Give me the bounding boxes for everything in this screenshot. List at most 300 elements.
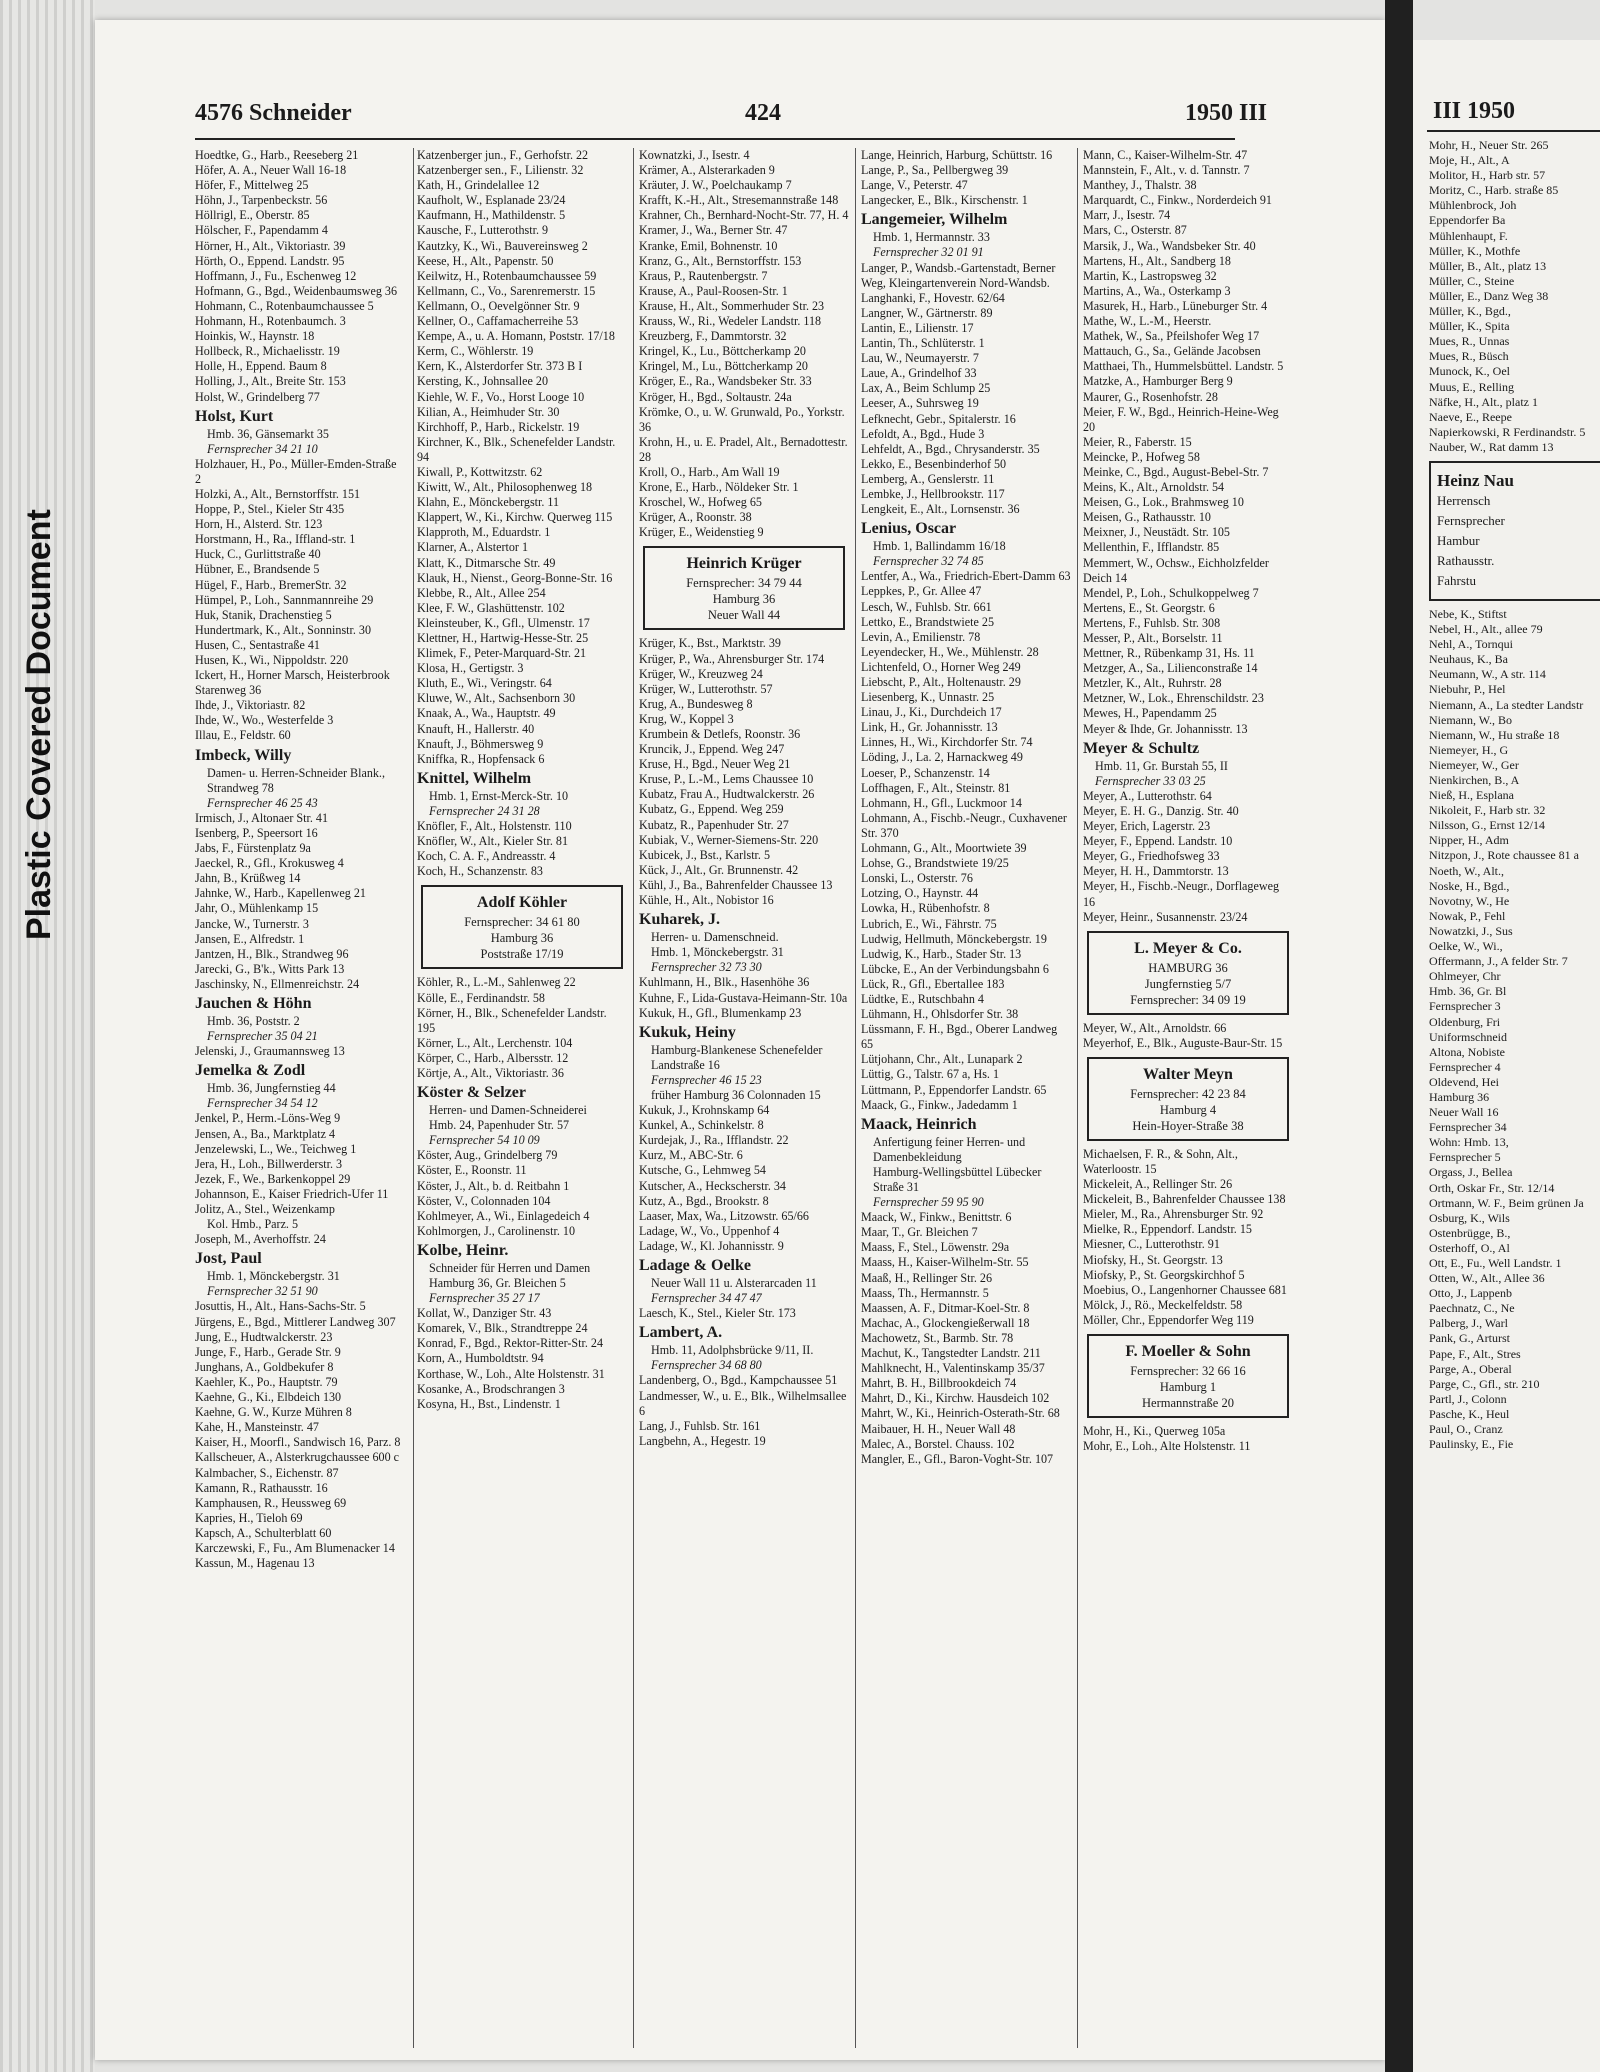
listing-entry: Fernsprecher 34 54 12 [207, 1096, 318, 1111]
listing-entry: Köster, V., Colonnaden 104 [417, 1193, 551, 1208]
listing-entry: Klimek, F., Peter-Marquard-Str. 21 [417, 646, 587, 661]
listing-entry: Kubatz, G., Eppend. Weg 259 [639, 802, 784, 817]
facing-entry: Orth, Oskar Fr., Str. 12/14 [1429, 1180, 1555, 1195]
facing-entry: Nienkirchen, B., A [1429, 773, 1520, 787]
advert-box [643, 546, 845, 630]
facing-entry: Oldevend, Hei [1429, 1074, 1499, 1089]
listing-entry: Langhanki, F., Hovestr. 62/64 [861, 290, 1005, 305]
facing-entry: Moritz, C., Harb. straße 85 [1429, 183, 1559, 198]
listing-entry: Karczewski, F., Fu., Am Blumenacker 14 [195, 1540, 395, 1555]
listing-entry: Langner, W., Gärtnerstr. 89 [861, 305, 993, 320]
listing-entry: Klarner, A., Alstertor 1 [417, 540, 529, 555]
advert-name: Adolf Köhler [476, 894, 568, 912]
listing-entry: Meyer, H. H., Dammtorstr. 13 [1083, 864, 1229, 879]
listing-entry: Möller, Chr., Eppendorfer Weg 119 [1083, 1312, 1254, 1327]
listing-entry: Höllrigl, E., Oberstr. 85 [195, 208, 310, 223]
listing-entry: Maass, Th., Hermannstr. 5 [861, 1285, 989, 1300]
listing-entry: Maass, H., Kaiser-Wilhelm-Str. 55 [861, 1255, 1029, 1270]
listing-entry: Mahrt, B. H., Billbrookdeich 74 [861, 1376, 1017, 1391]
facing-entry: Nowatzki, J., Sus [1429, 923, 1513, 938]
facing-entry: Oldenburg, Fri [1429, 1014, 1501, 1029]
listing-entry: Fernsprecher 34 68 80 [651, 1358, 762, 1373]
listing-entry: Lück, R., Gfl., Ebertallee 183 [861, 976, 1005, 991]
facing-entry: Muus, E., Relling [1429, 379, 1515, 394]
advert-box [421, 885, 623, 969]
column-divider [633, 148, 634, 2048]
listing-entry: Loeser, P., Schanzenstr. 14 [861, 765, 990, 780]
listing-entry: Hoinkis, W., Haynstr. 18 [195, 329, 315, 344]
facing-entry: Hamburg 36 [1429, 1089, 1490, 1104]
listing-entry: Mellenthin, F., Ifflandstr. 85 [1083, 540, 1220, 555]
listing-entry: Kreuzberg, F., Dammtorstr. 32 [639, 329, 787, 344]
listing-entry: Fernsprecher 34 47 47 [651, 1291, 762, 1306]
facing-page-rule [1427, 130, 1600, 132]
listing-entry: Kempe, A., u. A. Homann, Poststr. 17/18 [417, 329, 615, 344]
listing-entry: Hohmann, C., Rotenbaumchaussee 5 [195, 298, 374, 313]
listing-entry: Meyer, E. H. G., Danzig. Str. 40 [1083, 803, 1239, 818]
facing-entry: Nauber, W., Rat damm 13 [1429, 439, 1554, 454]
listing-entry: Maaß, H., Rellinger Str. 26 [861, 1270, 992, 1285]
listing-entry: Landenberg, O., Bgd., Kampchaussee 51 [639, 1373, 838, 1388]
facing-entry: Mühlenhaupt, F. [1429, 228, 1508, 243]
listing-entry: Laesch, K., Stel., Kieler Str. 173 [639, 1306, 796, 1321]
facing-entry: Pape, F., Alt., Stres [1429, 1346, 1521, 1361]
listing-entry: Kerm, C., Wöhlerstr. 19 [417, 344, 534, 359]
listing-heading: Langemeier, Wilhelm [861, 211, 1008, 229]
listing-entry: Jansen, E., Alfredstr. 1 [195, 931, 305, 946]
listing-entry: Körner, L., Alt., Lerchenstr. 104 [417, 1035, 573, 1050]
facing-entry: Mues, R., Unnas [1429, 334, 1510, 349]
listing-heading: Jost, Paul [195, 1250, 262, 1268]
facing-entry: Näfke, H., Alt., platz 1 [1429, 394, 1538, 409]
facing-entry: Paul, O., Cranz [1429, 1422, 1503, 1437]
listing-entry: Kuhlmann, H., Blk., Hasenhöhe 36 [639, 975, 810, 990]
listing-entry: Kohlmorgen, J., Carolinenstr. 10 [417, 1223, 575, 1238]
listing-entry: Maar, T., Gr. Bleichen 7 [861, 1225, 978, 1240]
listing-entry: Kutz, A., Bgd., Brookstr. 8 [639, 1193, 769, 1208]
listing-entry: Huk, Stanik, Drachenstieg 5 [195, 607, 332, 622]
listing-entry: Kellner, O., Caffamacherreihe 53 [417, 314, 579, 329]
facing-entry: Mühlenbrock, Joh [1429, 198, 1517, 213]
advert-box [1087, 931, 1289, 1015]
listing-entry: Krohn, H., u. E. Pradel, Alt., Bernadottestr. 28 [639, 434, 848, 464]
listing-heading: Lenius, Oscar [861, 520, 957, 538]
facing-page-header: III 1950 [1433, 98, 1516, 124]
listing-entry: Hofmann, G., Bgd., Weidenbaumsweg 36 [195, 283, 398, 298]
listing-entry: Lehfeldt, A., Bgd., Chrysanderstr. 35 [861, 441, 1040, 456]
facing-entry: Noeth, W., Alt., [1429, 863, 1505, 878]
listing-entry: Krause, H., Alt., Sommerhuder Str. 23 [639, 298, 825, 313]
listing-entry: Kilian, A., Heimhuder Str. 30 [417, 404, 560, 419]
listing-entry: Herren- und Damen-Schneiderei [429, 1103, 587, 1118]
facing-entry: Fernsprecher 5 [1429, 1150, 1501, 1165]
side-label: Plastic Covered Document [20, 509, 58, 940]
facing-entry: Hmb. 36, Gr. Bl [1429, 984, 1507, 999]
facing-entry: Orgass, J., Bellea [1429, 1165, 1513, 1180]
facing-entry: Naeve, E., Reepe [1429, 409, 1512, 424]
listing-entry: Hoffmann, J., Fu., Eschenweg 12 [195, 268, 357, 283]
facing-entry: Müller, B., Alt., platz 13 [1429, 258, 1547, 273]
listing-entry: Kirchhoff, P., Harb., Rickelstr. 19 [417, 419, 580, 434]
listing-entry: Kroll, O., Harb., Am Wall 19 [639, 464, 780, 479]
listing-entry: Mielke, R., Eppendorf. Landstr. 15 [1083, 1222, 1252, 1237]
listing-entry: Kubiak, V., Werner-Siemens-Str. 220 [639, 832, 819, 847]
listing-entry: Levin, A., Emilienstr. 78 [861, 629, 981, 644]
facing-entry: Novotny, W., He [1429, 893, 1510, 908]
listing-entry: Lüdtke, E., Rutschbahn 4 [861, 991, 984, 1006]
column-5 [1083, 148, 1293, 1454]
listing-entry: Mahrt, D., Ki., Kirchw. Hausdeich 102 [861, 1391, 1050, 1406]
listing-entry: Konrad, F., Bgd., Rektor-Ritter-Str. 24 [417, 1336, 603, 1351]
listing-entry: Liebscht, P., Alt., Holtenaustr. 29 [861, 675, 1021, 689]
listing-entry: Jahnke, W., Harb., Kapellenweg 21 [195, 886, 366, 901]
listing-heading: Kuharek, J. [639, 911, 721, 929]
listing-entry: Messer, P., Alt., Borselstr. 11 [1083, 631, 1223, 645]
listing-entry: Klee, F. W., Glashüttenstr. 102 [417, 600, 565, 615]
facing-advert-name: Heinz Nau [1437, 470, 1514, 490]
facing-entries-bottom [1429, 607, 1600, 1452]
listing-entry: Meisen, G., Lok., Brahmsweg 10 [1083, 495, 1244, 510]
listing-entry: Mathek, W., Sa., Pfeilshofer Weg 17 [1083, 329, 1260, 344]
listing-entry: Höfer, F., Mittelweg 25 [195, 178, 309, 193]
listing-entry: Kaiser, H., Moorfl., Sandwisch 16, Parz. 8 [195, 1435, 401, 1450]
listing-entry: Laue, A., Grindelhof 33 [861, 366, 977, 381]
listing-entry: Mohr, H., Ki., Querweg 105a [1083, 1424, 1226, 1438]
listing-entry: Knauft, J., Böhmersweg 9 [417, 736, 544, 751]
listing-entry: Körper, C., Harb., Albersstr. 12 [417, 1050, 569, 1065]
listing-entry: Fernsprecher 46 15 23 [651, 1072, 762, 1087]
advert-line: Fernsprecher: 34 61 80 [464, 915, 580, 930]
listing-entry: Kollat, W., Danziger Str. 43 [417, 1306, 552, 1321]
listing-entry: Kutsche, G., Lehmweg 54 [639, 1163, 766, 1178]
listing-entry: Lütjohann, Chr., Alt., Lunapark 2 [861, 1052, 1023, 1067]
facing-entry: Niemann, W., Bo [1429, 712, 1512, 727]
listing-entry: Fernsprecher 32 01 91 [873, 245, 984, 260]
listing-entry: Lubrich, E., Wi., Fährstr. 75 [861, 916, 997, 931]
listing-entry: Horn, H., Alsterd. Str. 123 [195, 517, 323, 532]
listing-entry: Lemberg, A., Genslerstr. 11 [861, 471, 995, 486]
listing-entry: Lüttmann, P., Eppendorfer Landstr. 65 [861, 1082, 1047, 1097]
listing-entry: Jahn, B., Krüßweg 14 [195, 871, 301, 886]
listing-entry: Koch, C. A. F., Andreasstr. 4 [417, 849, 556, 864]
facing-entry: Mohr, H., Neuer Str. 265 [1429, 138, 1549, 152]
listing-entry: Krömke, O., u. W. Grunwald, Po., Yorkstr. 36 [639, 404, 845, 434]
facing-entry: Nebel, H., Alt., allee 79 [1429, 622, 1543, 637]
listing-entry: Kruncik, J., Eppend. Weg 247 [639, 742, 785, 757]
listing-entry: Jaschinsky, N., Ellmenreichstr. 24 [195, 976, 360, 991]
listing-entry: Klosa, H., Gertigstr. 3 [417, 661, 524, 676]
listing-entry: Ludwig, K., Harb., Stader Str. 13 [861, 946, 1022, 961]
facing-entry: Altona, Nobiste [1429, 1044, 1505, 1059]
advert-name: Heinrich Krüger [686, 555, 802, 573]
listing-entry: Ihde, J., Viktoriastr. 82 [195, 698, 306, 713]
listing-entry: Maack, G., Finkw., Jadedamm 1 [861, 1097, 1018, 1112]
listing-entry: Kahe, H., Mansteinstr. 47 [195, 1420, 319, 1435]
listing-entry: Jantzen, H., Blk., Strandweg 96 [195, 946, 349, 961]
listing-entry: Kath, H., Grindelallee 12 [417, 178, 540, 193]
listing-entry: Metzler, K., Alt., Ruhrstr. 28 [1083, 676, 1222, 691]
listing-entry: Hamburg 36, Gr. Bleichen 5 [429, 1276, 566, 1290]
advert-line: Jungfernstieg 5/7 [1144, 976, 1232, 991]
advert-line: Hein-Hoyer-Straße 38 [1132, 1118, 1244, 1133]
listing-entry: Lowka, H., Rübenhofstr. 8 [861, 901, 990, 916]
listing-entry: Löding, J., La. 2, Harnackweg 49 [861, 750, 1023, 765]
facing-entry: Ohlmeyer, Chr [1429, 969, 1501, 984]
listing-entry: Kröger, E., Ra., Wandsbeker Str. 33 [639, 374, 812, 389]
listing-entry: Krüger, W., Lutterothstr. 57 [639, 681, 773, 696]
listing-entry: Hundertmark, K., Alt., Sonninstr. 30 [195, 622, 372, 637]
listing-entry: Keilwitz, H., Rotenbaumchaussee 59 [417, 268, 597, 283]
listing-entry: Kapries, H., Tieloh 69 [195, 1510, 303, 1525]
listing-entry: Krug, W., Koppel 3 [639, 711, 734, 726]
listing-entry: Köster, J., Alt., b. d. Reitbahn 1 [417, 1178, 570, 1193]
listing-entry: Damen- u. Herren-Schneider Blank., Strandweg 78 [207, 765, 385, 795]
listing-entry: Kutscher, A., Heckscherstr. 34 [639, 1178, 786, 1193]
listing-heading: Knittel, Wilhelm [417, 769, 532, 787]
listing-entry: Lekko, E., Besenbinderhof 50 [861, 456, 1007, 471]
listing-entry: Mickeleit, A., Rellinger Str. 26 [1083, 1177, 1233, 1192]
listing-entry: Hmb. 1, Hermannstr. 33 [873, 230, 990, 245]
facing-entry: Nieß, H., Esplana [1429, 788, 1514, 803]
column-divider [413, 148, 414, 2048]
listing-entry: Mangler, E., Gfl., Baron-Voght-Str. 107 [861, 1451, 1054, 1466]
listing-entry: Klauk, H., Nienst., Georg-Bonne-Str. 16 [417, 570, 613, 585]
facing-entry: Ostenbrügge, B., [1429, 1225, 1511, 1240]
listing-entry: Husen, K., Wi., Nippoldstr. 220 [195, 653, 349, 667]
listing-entry: Kiwitt, W., Alt., Philosophenweg 18 [417, 480, 593, 495]
listing-entry: Jürgens, E., Bgd., Mittlerer Landweg 307 [195, 1314, 396, 1329]
listing-entry: Lantin, E., Lilienstr. 17 [861, 320, 974, 335]
facing-entry: Paechnatz, C., Ne [1429, 1301, 1515, 1316]
advert-line: HAMBURG 36 [1148, 960, 1228, 975]
listing-entry: Martin, K., Lastropsweg 32 [1083, 268, 1217, 283]
listing-entry: Jaeckel, R., Gfl., Krokusweg 4 [195, 856, 344, 871]
header-rule [195, 138, 1235, 140]
listing-entry: Kownatzki, J., Isestr. 4 [639, 148, 750, 162]
listing-entry: Jolitz, A., Stel., Weizenkamp [195, 1202, 335, 1216]
listing-entry: Huck, C., Gurlittstraße 40 [195, 547, 321, 562]
facing-entry: Molitor, H., Harb str. 57 [1429, 168, 1546, 183]
listing-entry: Junghans, A., Goldbekufer 8 [195, 1359, 334, 1374]
facing-entry: Fernsprecher 34 [1429, 1120, 1507, 1135]
listing-heading: Kolbe, Heinr. [417, 1241, 509, 1259]
listing-entry: Kluth, E., Wi., Veringstr. 64 [417, 676, 552, 691]
listing-heading: Kukuk, Heiny [639, 1023, 736, 1041]
listing-entry: Mertens, F., Fuhlsb. Str. 308 [1083, 615, 1221, 630]
listing-entry: Höhn, J., Tarpenbeckstr. 56 [195, 193, 328, 208]
listing-heading: Jauchen & Höhn [195, 994, 312, 1012]
listing-entry: Fernsprecher 46 25 43 [207, 795, 318, 810]
listing-entry: Meyer, G., Friedhofsweg 33 [1083, 849, 1220, 864]
facing-entry: Müller, C., Steine [1429, 273, 1515, 288]
facing-entry: Osterhoff, O., Al [1429, 1240, 1510, 1255]
listing-entry: Kosyna, H., Bst., Lindenstr. 1 [417, 1396, 561, 1411]
listing-entry: Lefknecht, Gebr., Spitalerstr. 16 [861, 411, 1016, 426]
listing-entry: Fernsprecher 34 21 10 [207, 441, 318, 456]
listing-entry: Irmisch, J., Altonaer Str. 41 [195, 810, 329, 825]
facing-entry: Pank, G., Arturst [1429, 1331, 1510, 1346]
listing-entry: Linau, J., Ki., Durchdeich 17 [861, 705, 1002, 720]
listing-entry: Mahlknecht, H., Valentinskamp 35/37 [861, 1361, 1045, 1376]
facing-entry: Offermann, J., A felder Str. 7 [1429, 954, 1568, 969]
listing-entry: Matthaei, Th., Hummelsbüttel. Landstr. 5 [1083, 359, 1284, 374]
listing-entry: Holzhauer, H., Po., Müller-Emden-Straße 2 [195, 456, 397, 486]
advert-line: Fernsprecher: 42 23 84 [1130, 1086, 1246, 1101]
listing-entry: Hamburg-Wellingsbüttel Lübecker Straße 31 [873, 1164, 1042, 1194]
listing-entry: Marr, J., Isestr. 74 [1083, 208, 1171, 223]
listing-entry: Kaehne, G., Ki., Elbdeich 130 [195, 1390, 342, 1405]
listing-entry: Kellmann, C., Vo., Sarenremerstr. 15 [417, 283, 596, 298]
listing-entry: Neuer Wall 11 u. Alsterarcaden 11 [651, 1276, 817, 1290]
facing-entry: Müller, E., Danz Weg 38 [1429, 288, 1549, 303]
listing-entry: Katzenberger sen., F., Lilienstr. 32 [417, 163, 584, 178]
listing-entry: Kroschel, W., Hofweg 65 [639, 495, 762, 510]
listing-entry: Hmb. 1, Ernst-Merck-Str. 10 [429, 788, 569, 803]
listing-entry: Klebbe, R., Alt., Allee 254 [417, 585, 546, 600]
listing-entry: Hamburg-Blankenese Schenefelder Landstraße 16 [651, 1042, 823, 1072]
listing-entry: Martens, H., Alt., Sandberg 18 [1083, 253, 1231, 268]
column-1 [195, 148, 405, 1571]
listing-entry: Jezek, F., We., Barkenkoppel 29 [195, 1171, 351, 1186]
facing-advert-line: Rathausstr. [1437, 552, 1495, 568]
facing-advert-line: Fernsprecher [1437, 512, 1505, 528]
listing-entry: Hmb. 1, Mönckebergstr. 31 [207, 1269, 340, 1284]
facing-entries-top [1429, 138, 1600, 455]
listing-entry: Lohmann, H., Gfl., Luckmoor 14 [861, 795, 1022, 810]
advert-name: F. Moeller & Sohn [1125, 1343, 1251, 1360]
column-3 [639, 148, 849, 1449]
listing-entry: Kühle, H., Alt., Nobistor 16 [639, 893, 774, 908]
listing-entry: Holst, W., Grindelberg 77 [195, 389, 320, 404]
facing-entry: Pasche, K., Heul [1429, 1406, 1510, 1421]
listing-entry: Kol. Hmb., Parz. 5 [207, 1217, 299, 1232]
listing-entry: Lax, A., Beim Schlump 25 [861, 381, 991, 396]
listing-entry: Kurz, M., ABC-Str. 6 [639, 1148, 743, 1163]
listing-entry: Leppkes, P., Gr. Allee 47 [861, 584, 982, 599]
facing-entry: Nebe, K., Stiftst [1429, 606, 1507, 621]
listing-entry: Lentfer, A., Wa., Friedrich-Ebert-Damm 63 [861, 569, 1071, 584]
listing-entry: Miesner, C., Lutterothstr. 91 [1083, 1237, 1220, 1252]
listing-entry: Krämer, A., Alsterarkaden 9 [639, 163, 775, 178]
listing-entry: Hmb. 1, Ballindamm 16/18 [873, 539, 1006, 554]
listing-entry: Memmert, W., Ochsw., Eichholzfelder Deich 14 [1083, 555, 1269, 585]
listing-entry: Krüger, K., Bst., Marktstr. 39 [639, 636, 781, 651]
listing-entry: Lohse, G., Brandstwiete 19/25 [861, 856, 1009, 871]
listing-entry: Höfer, A. A., Neuer Wall 16-18 [195, 163, 347, 178]
facing-entry: Napierkowski, R Ferdinandstr. 5 [1429, 424, 1586, 439]
listing-entry: Jahr, O., Mühlenkamp 15 [195, 901, 319, 916]
listing-entry: Michaelsen, F. R., & Sohn, Alt., Waterloostr. 15 [1083, 1146, 1238, 1176]
listing-entry: Kramer, J., Wa., Berner Str. 47 [639, 223, 788, 238]
listing-entry: Kaufholt, W., Esplanade 23/24 [417, 193, 566, 208]
advert-line: Fernsprecher: 32 66 16 [1130, 1364, 1246, 1378]
listing-entry: Kuhne, F., Lida-Gustava-Heimann-Str. 10a [639, 990, 848, 1005]
listing-entry: Kruse, H., Bgd., Neuer Weg 21 [639, 757, 791, 772]
listing-entry: Katzenberger jun., F., Gerhofstr. 22 [417, 148, 589, 162]
facing-entry: Neuer Wall 16 [1429, 1105, 1499, 1120]
facing-page-column [1429, 138, 1600, 1452]
listing-entry: Schneider für Herren und Damen [429, 1260, 591, 1275]
listing-entry: Krafft, K.-H., Alt., Stresemannstraße 148 [639, 193, 839, 208]
listing-entry: Mölck, J., Rö., Meckelfeldstr. 58 [1083, 1297, 1243, 1312]
facing-entry: Otten, W., Alt., Allee 36 [1429, 1271, 1545, 1286]
listing-entry: Machac, A., Glockengießerwall 18 [861, 1315, 1030, 1330]
listing-entry: Kück, J., Alt., Gr. Brunnenstr. 42 [639, 862, 799, 877]
listing-entry: Meyer, Erich, Lagerstr. 23 [1083, 819, 1211, 834]
facing-entry: Müller, K., Mothfe [1429, 243, 1521, 258]
facing-entry: Fernsprecher 4 [1429, 1059, 1501, 1074]
listing-entry: Leeser, A., Suhrsweg 19 [861, 396, 979, 411]
listing-entry: Kringel, M., Lu., Böttcherkamp 20 [639, 359, 808, 374]
listing-entry: Krüger, W., Kreuzweg 24 [639, 666, 763, 681]
listing-entry: Mattauch, G., Sa., Gelände Jacobsen [1083, 344, 1261, 359]
facing-entry: Oelke, W., Wi., [1429, 939, 1503, 954]
facing-entry: Niemann, A., La stedter Landstr [1429, 697, 1584, 712]
listing-entry: Krüger, A., Roonstr. 38 [639, 510, 752, 525]
listing-entry: Meyer, H., Fischb.-Neugr., Dorflageweg 16 [1083, 879, 1279, 909]
listing-entry: Köster, E., Roonstr. 11 [417, 1163, 527, 1178]
listing-entry: Lüssmann, F. H., Bgd., Oberer Landweg 65 [861, 1022, 1058, 1052]
listing-entry: Jancke, W., Turnerstr. 3 [195, 916, 309, 931]
advert-line: Hamburg 36 [712, 592, 776, 607]
listing-entry: Meinke, C., Bgd., August-Bebel-Str. 7 [1083, 464, 1269, 479]
listing-entry: Hölscher, F., Papendamm 4 [195, 223, 328, 238]
listing-entry: Krüger, P., Wa., Ahrensburger Str. 174 [639, 651, 825, 666]
listing-entry: Kaufmann, H., Mathildenstr. 5 [417, 208, 566, 223]
facing-entry: Niemeyer, H., G [1429, 742, 1509, 757]
listing-entry: Mohr, E., Loh., Alte Holstenstr. 11 [1083, 1439, 1251, 1454]
listing-entry: Mickeleit, B., Bahrenfelder Chaussee 138 [1083, 1192, 1286, 1207]
facing-entry: Nitzpon, J., Rote chaussee 81 a [1429, 848, 1579, 863]
listing-heading: Jemelka & Zodl [195, 1062, 306, 1080]
facing-entry: Parge, A., Oberal [1429, 1361, 1512, 1376]
listing-entry: Landmesser, W., u. E., Blk., Wilhelmsallee 6 [639, 1388, 847, 1418]
listing-entry: Kaehne, G. W., Kurze Mühren 8 [195, 1405, 352, 1420]
listing-entry: Illau, E., Feldstr. 60 [195, 728, 291, 743]
advert-line: Neuer Wall 44 [707, 608, 781, 623]
listing-heading: Maack, Heinrich [861, 1115, 977, 1133]
listing-entry: Lohmann, A., Fischb.-Neugr., Cuxhavener Str. 370 [861, 810, 1067, 840]
listing-entry: Miofsky, H., St. Georgstr. 13 [1083, 1252, 1223, 1267]
advert-line: Fernsprecher: 34 79 44 [686, 576, 802, 591]
listing-entry: Meins, K., Alt., Arnoldstr. 54 [1083, 480, 1225, 495]
listing-entry: Knöfler, F., Alt., Holstenstr. 110 [417, 819, 572, 834]
listing-entry: Lüttig, G., Talstr. 67 a, Hs. 1 [861, 1067, 1000, 1082]
listing-entry: Machut, K., Tangstedter Landstr. 211 [861, 1346, 1041, 1361]
facing-entry: Parge, C., Gfl., str. 210 [1429, 1376, 1540, 1391]
listing-heading: Ladage & Oelke [639, 1257, 751, 1274]
listing-entry: Kukuk, H., Gfl., Blumenkamp 23 [639, 1005, 802, 1020]
listing-entry: Meyer, Heinr., Susannenstr. 23/24 [1083, 909, 1248, 924]
listing-entry: Metzner, W., Lok., Ehrenschildstr. 23 [1083, 691, 1264, 706]
listing-entry: Kalmbacher, S., Eichenstr. 87 [195, 1465, 339, 1480]
listing-entry: Ludwig, Hellmuth, Mönckebergstr. 19 [861, 931, 1047, 946]
listing-entry: Herren- u. Damenschneid. [651, 930, 779, 945]
facing-entry: Otto, J., Lappenb [1429, 1286, 1512, 1301]
advert-line: Hermannstraße 20 [1142, 1396, 1234, 1410]
listing-entry: Krüger, E., Weidenstieg 9 [639, 525, 764, 540]
listing-entry: Hümpel, P., Loh., Sannmannreihe 29 [195, 592, 374, 607]
listing-entry: Kirchner, K., Blk., Schenefelder Landstr. 94 [417, 434, 616, 464]
listing-entry: Moebius, O., Langenhorner Chaussee 681 [1083, 1282, 1287, 1297]
listing-entry: Jenzelewski, L., We., Teichweg 1 [195, 1141, 357, 1156]
listing-entry: Jensen, A., Ba., Marktplatz 4 [195, 1126, 336, 1141]
header-right: 1950 III [1185, 100, 1268, 126]
listing-entry: Krahner, Ch., Bernhard-Nocht-Str. 77, H. 4 [639, 208, 849, 223]
listing-entry: Loffhagen, F., Alt., Steinstr. 81 [861, 780, 1011, 795]
column-4 [861, 148, 1071, 1467]
listing-entry: Krug, A., Bundesweg 8 [639, 696, 753, 711]
